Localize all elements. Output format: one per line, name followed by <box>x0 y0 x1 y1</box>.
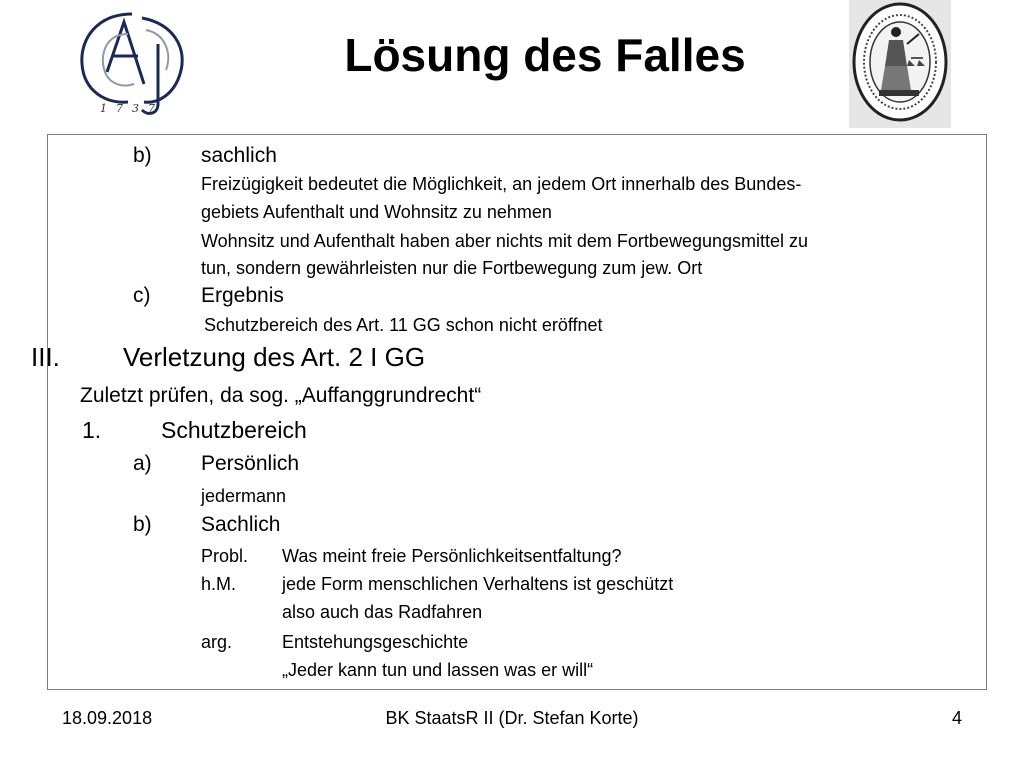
text-line: tun, sondern gewährleisten nur die Fortbewegung zum jew. Ort <box>201 258 703 278</box>
footer-title: BK StaatsR II (Dr. Stefan Korte) <box>385 708 639 728</box>
footer-page-number: 4 <box>952 708 963 728</box>
argument-quote: „Jeder kann tun und lassen was er will“ <box>282 660 594 680</box>
item-marker-c: c) <box>133 284 151 307</box>
text-line: Wohnsitz und Aufenthalt haben aber nichts mit dem Fortbewegungsmittel zu <box>201 231 809 251</box>
argument-label-hm: h.M. <box>201 574 237 594</box>
section-intro: Zuletzt prüfen, da sog. „Auffanggrundrecht“ <box>80 384 482 407</box>
text-line: Schutzbereich des Art. 11 GG schon nicht eröffnet <box>204 315 603 335</box>
item-marker-1: 1. <box>82 417 102 443</box>
argument-text: jede Form menschlichen Verhaltens ist geschützt <box>282 574 674 594</box>
section-heading-verletzung: Verletzung des Art. 2 I GG <box>123 342 426 372</box>
argument-text: Was meint freie Persönlichkeitsentfaltung? <box>282 546 622 566</box>
argument-label-probl: Probl. <box>201 546 249 566</box>
university-seal-icon <box>849 0 951 128</box>
item-marker-b2: b) <box>133 513 152 536</box>
text-line: gebiets Aufenthalt und Wohnsitz zu nehmen <box>201 202 552 222</box>
section-marker-iii: III. <box>31 342 60 372</box>
text-line: jedermann <box>201 486 287 506</box>
item-heading-sachlich-2: Sachlich <box>201 513 281 536</box>
logo-year: 1737 <box>100 102 164 115</box>
argument-label-arg: arg. <box>201 632 233 652</box>
item-marker-b: b) <box>133 144 152 167</box>
item-marker-a: a) <box>133 452 152 475</box>
argument-text: also auch das Radfahren <box>282 602 483 622</box>
item-heading-persoenlich: Persönlich <box>201 452 300 475</box>
university-monogram-logo <box>62 4 202 122</box>
text-line: Freizügigkeit bedeutet die Möglichkeit, an jedem Ort innerhalb des Bundes- <box>201 174 802 194</box>
slide-title: Lösung des Falles <box>344 29 746 81</box>
footer-date: 18.09.2018 <box>62 708 153 728</box>
item-heading-sachlich: sachlich <box>201 144 277 167</box>
argument-text: Entstehungsgeschichte <box>282 632 469 652</box>
item-heading-ergebnis: Ergebnis <box>201 284 284 307</box>
item-heading-schutzbereich: Schutzbereich <box>161 417 307 443</box>
